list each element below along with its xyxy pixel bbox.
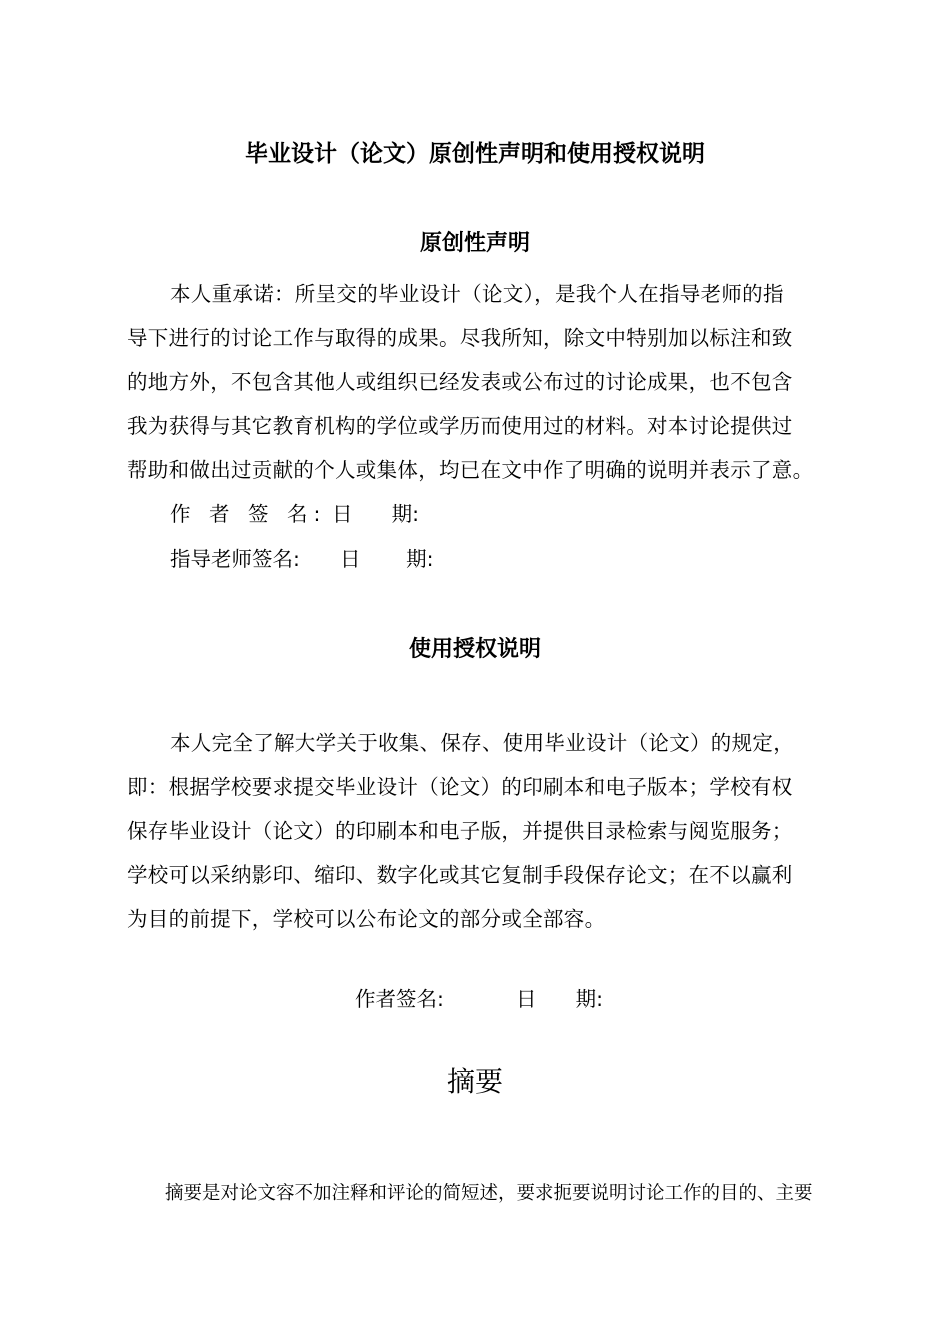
authorization-paragraph-line: 即：根据学校要求提交毕业设计（论文）的印刷本和电子版本；学校有权 xyxy=(127,775,793,799)
originality-paragraph-line: 本人重承诺：所呈交的毕业设计（论文），是我个人在指导老师的指 xyxy=(170,282,784,306)
authorization-paragraph-line: 保存毕业设计（论文）的印刷本和电子版，并提供目录检索与阅览服务； xyxy=(127,819,793,843)
authorization-paragraph-line: 本人完全了解大学关于收集、保存、使用毕业设计（论文）的规定， xyxy=(170,731,794,755)
originality-section-title: 原创性声明 xyxy=(419,231,530,256)
author-date-label: 日 期: xyxy=(332,502,420,526)
abstract-first-line: 摘要是对论文容不加注释和评论的简短述，要求扼要说明讨论工作的目的、主要 xyxy=(165,1183,813,1204)
advisor-signature-label: 指导老师签名: xyxy=(170,547,300,571)
originality-paragraph-line: 帮助和做出过贡献的个人或集体，均已在文中作了明确的说明并表示了意。 xyxy=(127,458,814,482)
authorization-author-signature-label: 作者签名: xyxy=(355,987,444,1011)
advisor-date-label: 日 期: xyxy=(340,547,434,571)
originality-paragraph-line: 我为获得与其它教育机构的学位或学历而使用过的材料。对本讨论提供过 xyxy=(127,414,793,438)
authorization-section-title: 使用授权说明 xyxy=(408,637,541,662)
originality-paragraph-line: 导下进行的讨论工作与取得的成果。尽我所知，除文中特别加以标注和致 xyxy=(127,326,793,350)
authorization-paragraph-line: 为目的前提下，学校可以公布论文的部分或全部容。 xyxy=(127,907,606,931)
document-title: 毕业设计（论文）原创性声明和使用授权说明 xyxy=(245,141,705,167)
originality-paragraph-line: 的地方外，不包含其他人或组织已经发表或公布过的讨论成果，也不包含 xyxy=(127,370,793,394)
authorization-paragraph-line: 学校可以采纳影印、缩印、数字化或其它复制手段保存论文；在不以赢利 xyxy=(127,863,793,887)
authorization-date-label: 日 期: xyxy=(516,987,604,1011)
abstract-title: 摘要 xyxy=(446,1065,503,1098)
author-signature-label: 作 者 签 名: xyxy=(170,502,327,526)
